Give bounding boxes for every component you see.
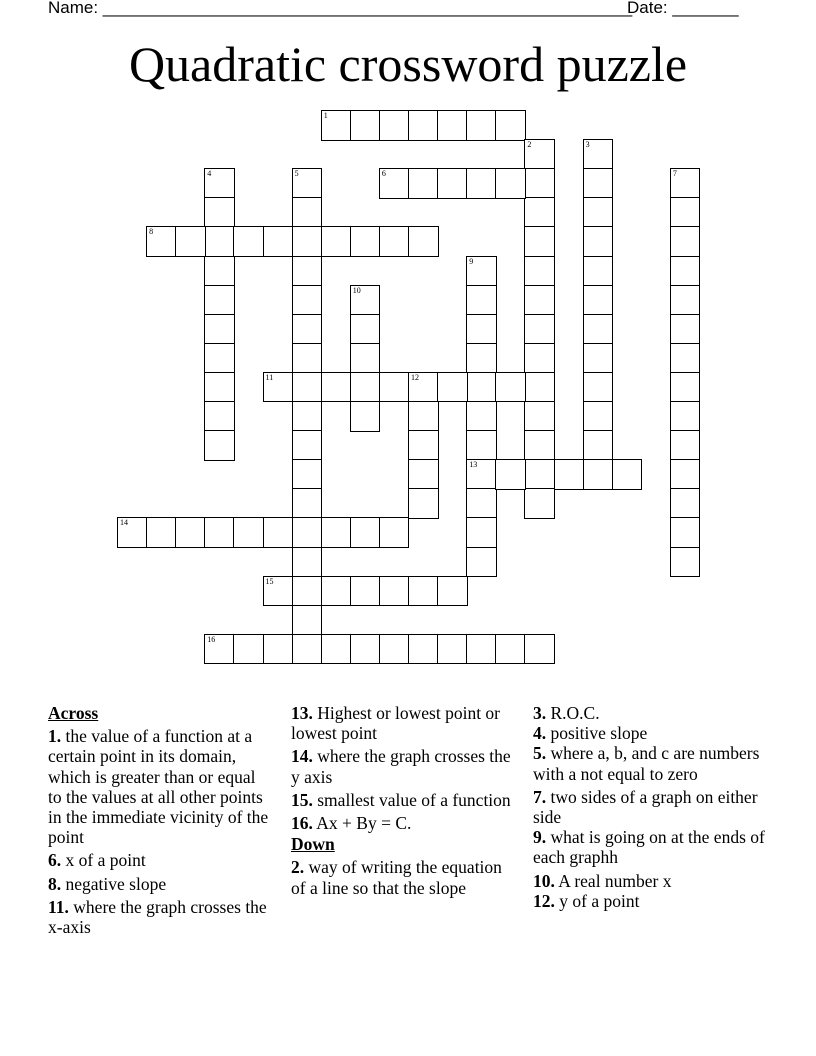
clue-text: positive slope xyxy=(546,723,648,744)
grid-cell[interactable] xyxy=(583,256,614,287)
grid-cell[interactable] xyxy=(583,343,614,374)
grid-cell[interactable] xyxy=(524,372,555,403)
clue-across-13 xyxy=(291,703,516,743)
clue-across-15 xyxy=(291,790,516,810)
grid-cell[interactable] xyxy=(408,372,439,403)
grid-cell[interactable] xyxy=(583,285,614,316)
grid-cell[interactable] xyxy=(466,634,497,665)
grid-cell[interactable] xyxy=(321,634,352,665)
grid-cell[interactable] xyxy=(408,459,439,490)
grid-cell[interactable] xyxy=(204,430,235,461)
grid-cell[interactable] xyxy=(466,168,497,199)
clue-text: x of a point xyxy=(61,850,146,871)
grid-cell[interactable] xyxy=(408,576,439,607)
grid-cell[interactable] xyxy=(670,226,701,257)
grid-cell[interactable] xyxy=(117,517,148,548)
grid-cell[interactable] xyxy=(321,110,352,141)
grid-cell[interactable] xyxy=(292,430,323,461)
grid-cell[interactable] xyxy=(263,576,294,607)
grid-cell[interactable] xyxy=(670,256,701,287)
clue-text: two sides of a graph on either side xyxy=(533,786,758,828)
clue-down-2 xyxy=(291,857,516,897)
grid-cell[interactable] xyxy=(670,547,701,578)
cell-number: 5 xyxy=(294,169,299,179)
clue-text: where the graph crosses the x-axis xyxy=(48,896,267,938)
grid-cell[interactable] xyxy=(670,459,701,490)
clues-column-2 xyxy=(291,703,516,901)
grid-cell[interactable] xyxy=(233,226,264,257)
grid-cell[interactable] xyxy=(437,110,468,141)
grid-cell[interactable] xyxy=(263,634,294,665)
clue-number: 10. xyxy=(533,870,555,891)
clue-down-3 xyxy=(533,703,773,723)
clues-column-1 xyxy=(48,703,273,940)
grid-cell[interactable] xyxy=(292,343,323,374)
cell-number: 1 xyxy=(323,111,328,120)
grid-cell[interactable] xyxy=(466,517,497,548)
grid-cell[interactable] xyxy=(204,168,235,199)
clue-number: 14. xyxy=(291,746,313,767)
grid-cell[interactable] xyxy=(263,372,294,403)
clue-number: 9. xyxy=(533,827,547,848)
grid-cell[interactable] xyxy=(292,605,323,636)
grid-cell[interactable] xyxy=(583,314,614,345)
grid-cell[interactable] xyxy=(321,576,352,607)
grid-cell[interactable] xyxy=(263,226,294,257)
grid-cell[interactable] xyxy=(466,110,497,141)
grid-cell[interactable] xyxy=(292,168,323,199)
grid-cell[interactable] xyxy=(292,517,323,548)
clue-text: the value of a function at a certain point in its domain, which is greater than or equal to the values at all other points in the immediate vicinity of the point xyxy=(48,726,269,848)
clue-across-11 xyxy=(48,897,273,937)
clue-text: Highest or lowest point or lowest point xyxy=(291,703,501,744)
grid-cell[interactable] xyxy=(437,576,468,607)
grid-cell[interactable] xyxy=(292,401,323,432)
clue-down-10 xyxy=(533,871,773,891)
grid-cell[interactable] xyxy=(204,517,235,548)
grid-cell[interactable] xyxy=(292,634,323,665)
grid-cell[interactable] xyxy=(670,372,701,403)
clue-text: where a, b, and c are numbers with a not equal to zero xyxy=(533,743,760,784)
cell-number: 7 xyxy=(672,169,677,179)
grid-cell[interactable] xyxy=(233,517,264,548)
page-title: Quadratic crossword puzzle xyxy=(128,36,688,92)
grid-cell[interactable] xyxy=(204,314,235,345)
grid-cell[interactable] xyxy=(524,401,555,432)
grid-cell[interactable] xyxy=(204,401,235,432)
grid-cell[interactable] xyxy=(524,168,555,199)
grid-cell[interactable] xyxy=(408,488,439,519)
grid-cell[interactable] xyxy=(524,197,555,228)
grid-cell[interactable] xyxy=(408,110,439,141)
grid-cell[interactable] xyxy=(175,517,206,548)
clue-across-6 xyxy=(48,850,273,870)
clue-text: smallest value of a function xyxy=(312,789,511,810)
grid-cell[interactable] xyxy=(204,256,235,287)
grid-cell[interactable] xyxy=(292,576,323,607)
grid-cell[interactable] xyxy=(583,401,614,432)
grid-cell[interactable] xyxy=(292,372,323,403)
clue-text: way of writing the equation of a line so that the slope xyxy=(291,857,502,898)
grid-cell[interactable] xyxy=(583,197,614,228)
cell-number: 16 xyxy=(207,634,216,644)
grid-cell[interactable] xyxy=(466,285,497,316)
grid-cell[interactable] xyxy=(670,401,701,432)
clue-down-5 xyxy=(533,743,773,783)
grid-cell[interactable] xyxy=(495,459,526,490)
cell-number: 9 xyxy=(469,256,474,266)
clue-text: what is going on at the ends of each graphh xyxy=(533,827,765,868)
grid-cell[interactable] xyxy=(379,576,410,607)
cell-number: 11 xyxy=(265,372,274,382)
grid-cell[interactable] xyxy=(466,256,497,287)
grid-cell[interactable] xyxy=(175,226,206,257)
grid-cell[interactable] xyxy=(292,314,323,345)
grid-cell[interactable] xyxy=(583,139,614,170)
clue-number: 15. xyxy=(291,789,313,810)
date-field-label: Date: _______ xyxy=(627,0,739,17)
grid-cell[interactable] xyxy=(204,285,235,316)
grid-cell[interactable] xyxy=(524,459,555,490)
grid-cell[interactable] xyxy=(583,459,614,490)
clue-across-1 xyxy=(48,726,273,847)
grid-cell[interactable] xyxy=(670,197,701,228)
grid-cell[interactable] xyxy=(437,372,468,403)
grid-cell[interactable] xyxy=(350,343,381,374)
grid-cell[interactable] xyxy=(466,343,497,374)
grid-cell[interactable] xyxy=(466,459,497,490)
grid-cell[interactable] xyxy=(379,634,410,665)
clue-number: 5. xyxy=(533,743,547,764)
grid-cell[interactable] xyxy=(495,372,526,403)
clue-number: 3. xyxy=(533,703,547,723)
name-field-label: Name: ________________________________________________________ xyxy=(48,0,633,17)
grid-cell[interactable] xyxy=(612,459,643,490)
grid-cell[interactable] xyxy=(204,372,235,403)
grid-cell[interactable] xyxy=(524,226,555,257)
grid-cell[interactable] xyxy=(524,430,555,461)
grid-cell[interactable] xyxy=(379,110,410,141)
grid-cell[interactable] xyxy=(495,634,526,665)
clue-text: where the graph crosses the y axis xyxy=(291,746,511,787)
grid-cell[interactable] xyxy=(292,459,323,490)
grid-cell[interactable] xyxy=(350,372,381,403)
grid-cell[interactable] xyxy=(292,285,323,316)
grid-cell[interactable] xyxy=(670,343,701,374)
clue-across-14 xyxy=(291,746,516,786)
grid-cell[interactable] xyxy=(350,401,381,432)
grid-cell[interactable] xyxy=(292,256,323,287)
clues-column-3 xyxy=(533,703,773,914)
grid-cell[interactable] xyxy=(495,110,526,141)
grid-cell[interactable] xyxy=(263,517,294,548)
grid-cell[interactable] xyxy=(204,343,235,374)
clue-across-8 xyxy=(48,874,273,894)
clue-down-12 xyxy=(533,891,773,911)
grid-cell[interactable] xyxy=(466,430,497,461)
grid-cell[interactable] xyxy=(524,634,555,665)
clue-number: 7. xyxy=(533,786,547,807)
grid-cell[interactable] xyxy=(524,139,555,170)
across-heading: Across xyxy=(48,703,99,723)
clue-down-9 xyxy=(533,827,773,867)
grid-cell[interactable] xyxy=(466,372,497,403)
grid-cell[interactable] xyxy=(524,488,555,519)
clue-down-7 xyxy=(533,787,773,827)
clue-number: 8. xyxy=(48,873,62,894)
cell-number: 14 xyxy=(120,518,128,528)
grid-cell[interactable] xyxy=(670,168,701,199)
grid-cell[interactable] xyxy=(495,168,526,199)
grid-cell[interactable] xyxy=(292,547,323,578)
clue-text: Ax + By = C. xyxy=(312,813,412,834)
cell-number: 8 xyxy=(149,227,154,237)
grid-cell[interactable] xyxy=(379,372,410,403)
grid-cell[interactable] xyxy=(583,372,614,403)
grid-cell[interactable] xyxy=(408,430,439,461)
cell-number: 10 xyxy=(352,285,361,295)
clue-text: R.O.C. xyxy=(546,703,600,723)
grid-cell[interactable] xyxy=(408,226,439,257)
grid-cell[interactable] xyxy=(204,634,235,665)
grid-cell[interactable] xyxy=(379,226,410,257)
grid-cell[interactable] xyxy=(379,168,410,199)
grid-cell[interactable] xyxy=(292,226,323,257)
cell-number: 13 xyxy=(469,460,478,470)
grid-cell[interactable] xyxy=(350,226,381,257)
grid-cell[interactable] xyxy=(379,517,410,548)
clue-number: 2. xyxy=(291,857,305,878)
grid-cell[interactable] xyxy=(466,488,497,519)
clue-text: y of a point xyxy=(554,890,640,911)
grid-cell[interactable] xyxy=(204,226,235,257)
grid-cell[interactable] xyxy=(466,314,497,345)
grid-cell[interactable] xyxy=(233,634,264,665)
cell-number: 6 xyxy=(381,169,386,179)
grid-cell[interactable] xyxy=(350,314,381,345)
clue-number: 11. xyxy=(48,896,69,917)
grid-cell[interactable] xyxy=(583,430,614,461)
clue-text: A real number x xyxy=(554,870,672,891)
clue-number: 12. xyxy=(533,890,555,911)
grid-cell[interactable] xyxy=(670,285,701,316)
clue-number: 1. xyxy=(48,726,62,747)
cell-number: 4 xyxy=(207,169,212,179)
grid-cell[interactable] xyxy=(350,285,381,316)
grid-cell[interactable] xyxy=(292,197,323,228)
grid-cell[interactable] xyxy=(408,168,439,199)
grid-cell[interactable] xyxy=(146,517,177,548)
grid-cell[interactable] xyxy=(321,372,352,403)
grid-cell[interactable] xyxy=(408,401,439,432)
grid-cell[interactable] xyxy=(437,168,468,199)
grid-cell[interactable] xyxy=(466,547,497,578)
cell-number: 12 xyxy=(411,372,419,382)
grid-cell[interactable] xyxy=(350,576,381,607)
grid-cell[interactable] xyxy=(554,459,585,490)
grid-cell[interactable] xyxy=(292,488,323,519)
cell-number: 15 xyxy=(265,576,274,586)
grid-cell[interactable] xyxy=(524,285,555,316)
clue-number: 4. xyxy=(533,723,547,744)
grid-cell[interactable] xyxy=(583,226,614,257)
grid-cell[interactable] xyxy=(350,110,381,141)
grid-cell[interactable] xyxy=(466,401,497,432)
grid-cell[interactable] xyxy=(670,517,701,548)
grid-cell[interactable] xyxy=(524,256,555,287)
grid-cell[interactable] xyxy=(524,343,555,374)
grid-cell[interactable] xyxy=(583,168,614,199)
grid-cell[interactable] xyxy=(321,226,352,257)
grid-cell[interactable] xyxy=(670,488,701,519)
grid-cell[interactable] xyxy=(408,634,439,665)
grid-cell[interactable] xyxy=(670,430,701,461)
grid-cell[interactable] xyxy=(524,314,555,345)
down-heading: Down xyxy=(291,834,335,855)
clue-number: 6. xyxy=(48,850,62,871)
clue-across-16 xyxy=(291,813,516,833)
grid-cell[interactable] xyxy=(350,634,381,665)
grid-cell[interactable] xyxy=(670,314,701,345)
grid-cell[interactable] xyxy=(146,226,177,257)
grid-cell[interactable] xyxy=(321,517,352,548)
grid-cell[interactable] xyxy=(437,634,468,665)
clue-number: 16. xyxy=(291,813,313,834)
clue-number: 13. xyxy=(291,703,313,723)
grid-cell[interactable] xyxy=(350,517,381,548)
clue-text: negative slope xyxy=(61,873,167,894)
clue-down-4 xyxy=(533,723,773,743)
cell-number: 3 xyxy=(585,140,590,150)
grid-cell[interactable] xyxy=(204,197,235,228)
cell-number: 2 xyxy=(527,140,532,150)
